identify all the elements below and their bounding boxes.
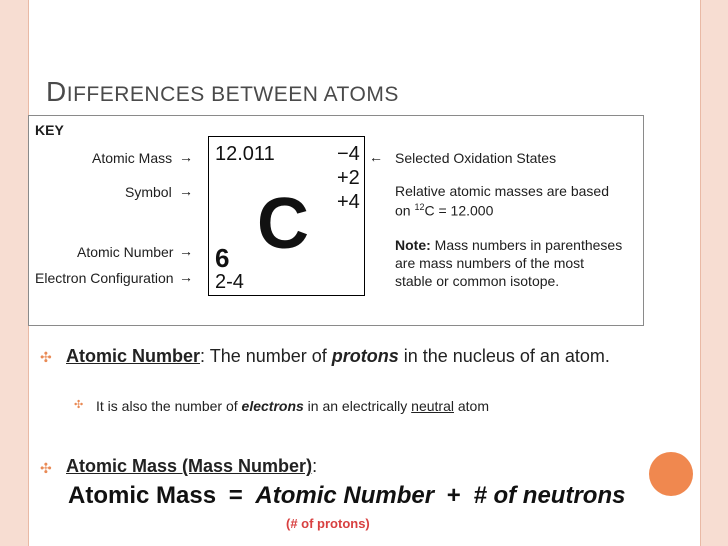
key-heading: KEY: [35, 122, 64, 138]
bullet-atomic-number: Atomic Number: The number of protons in the nucleus of an atom.: [66, 346, 610, 366]
arrow-right-icon: →: [179, 149, 193, 165]
arrow-left-icon: ←: [369, 149, 383, 165]
formula-left: Atomic Mass: [68, 482, 217, 509]
note-relative-line1: Relative atomic masses are based: [395, 183, 609, 199]
label-selected-oxidation-states: Selected Oxidation States: [395, 150, 557, 166]
formula-equals: =: [228, 482, 243, 509]
element-config: 2-4: [215, 271, 244, 293]
left-frame-border: [0, 0, 29, 546]
oxidation-state-2: +2: [337, 167, 360, 189]
note-relative-line2: on $^{12}$C = 12.000: [395, 202, 494, 219]
sub-bullet-icon: ✣: [74, 399, 84, 411]
note-mass-numbers-line2: are mass numbers of the most: [395, 255, 585, 271]
element-symbol: C: [257, 184, 309, 264]
right-frame-border: [700, 0, 728, 546]
arrow-right-icon: →: [179, 269, 193, 285]
formula-term-atomic-number: Atomic Number: [255, 482, 435, 509]
periodic-key-figure: [28, 115, 644, 326]
slide-title: [46, 76, 399, 108]
element-tile: [208, 136, 365, 296]
arrow-right-icon: →: [179, 243, 193, 259]
sub-bullet-electrons: It is also the number of electrons in an electrically neutral atom: [96, 398, 489, 414]
element-number: 6: [215, 243, 230, 273]
arrow-right-icon: →: [179, 183, 193, 199]
decorative-circle: [649, 452, 693, 496]
title-first-letter: D: [46, 76, 67, 107]
formula-term-neutrons: # of neutrons: [473, 482, 626, 509]
label-atomic-number: Atomic Number: [77, 244, 174, 260]
formula-protons-note: (# of protons): [286, 516, 370, 531]
element-mass: 12.011: [215, 143, 275, 165]
label-symbol: Symbol: [125, 184, 172, 200]
oxidation-state-1: −4: [337, 143, 360, 165]
label-atomic-mass: Atomic Mass: [92, 150, 173, 166]
formula-plus: +: [446, 482, 461, 509]
bullet-icon: ✣: [40, 349, 52, 365]
note-mass-numbers-line1: Note: Mass numbers in parentheses: [395, 237, 623, 253]
bullet-atomic-mass: Atomic Mass (Mass Number):: [66, 456, 318, 476]
atomic-mass-formula: [68, 482, 625, 510]
bullet-icon: ✣: [40, 460, 52, 476]
label-electron-configuration: Electron Configuration: [35, 270, 174, 286]
oxidation-state-3: +4: [337, 191, 360, 213]
note-mass-numbers-line3: stable or common isotope.: [395, 273, 560, 289]
title-rest: IFFERENCES BETWEEN ATOMS: [66, 83, 399, 106]
